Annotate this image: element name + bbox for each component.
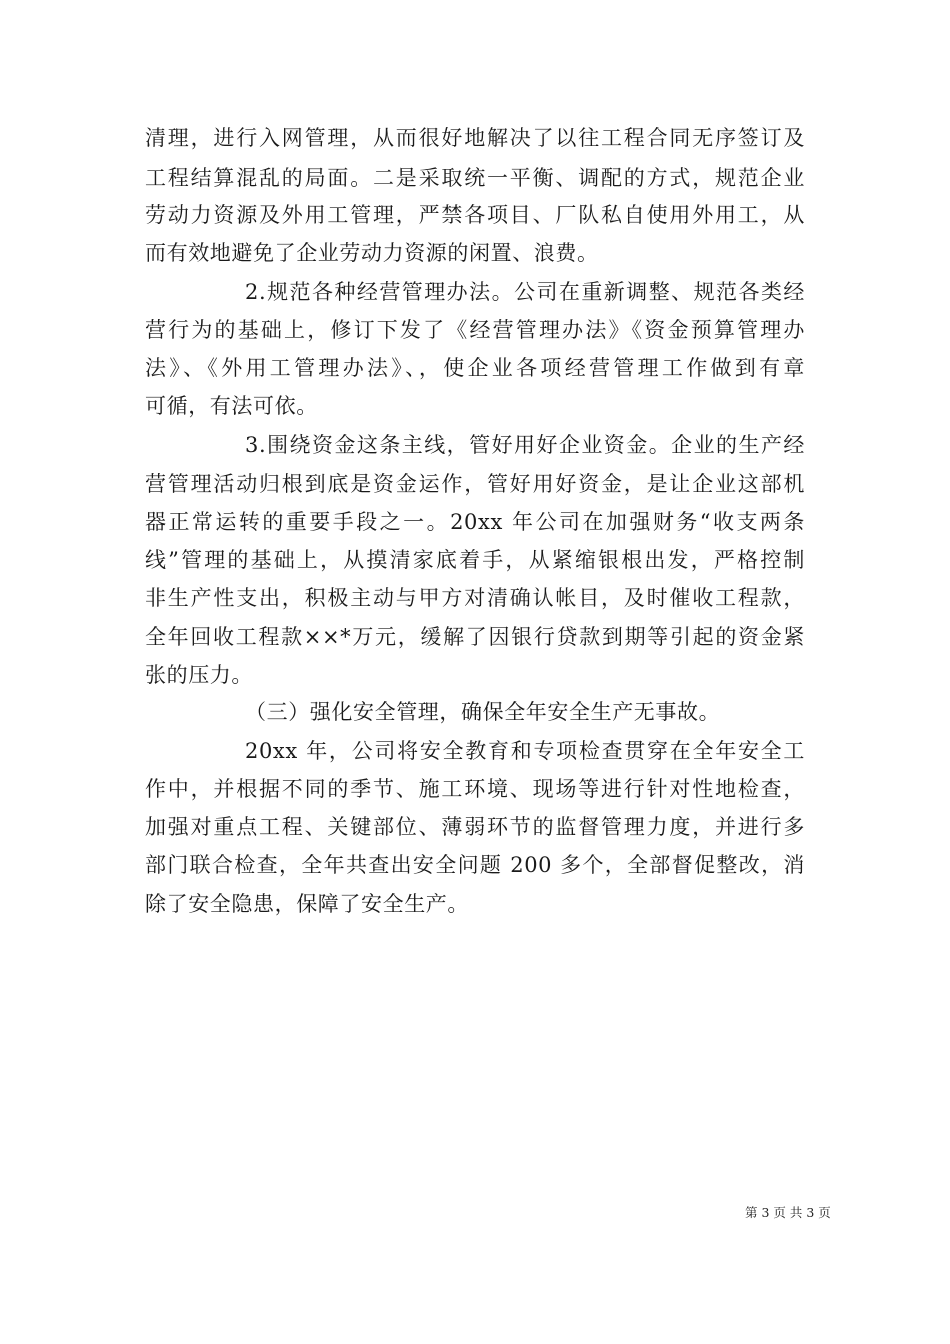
paragraph-4-first-line: 20xx 年，公司将安全教育和专项检查贯穿在全年安全工	[245, 739, 805, 763]
paragraph-3-first-line: 3.围绕资金这条主线，管好用好企业资金。企业的生产经	[245, 433, 805, 457]
text-line: 营行为的基础上，修订下发了《经营管理办法》《资金预算管理办	[145, 318, 805, 342]
text-line: 作中，并根据不同的季节、施工环境、现场等进行针对性地检查，	[145, 777, 805, 801]
text-line: 而有效地避免了企业劳动力资源的闲置、浪费。	[145, 241, 599, 265]
text-line: 劳动力资源及外用工管理，严禁各项目、厂队私自使用外用工，从	[145, 203, 805, 227]
text-line: 除了安全隐患，保障了安全生产。	[145, 892, 469, 916]
page-number: 第 3 页 共 3 页	[745, 1205, 831, 1220]
text-line: 清理，进行入网管理，从而很好地解决了以往工程合同无序签订及	[145, 126, 805, 150]
text-line: 张的压力。	[145, 663, 253, 687]
section-heading: （三）强化安全管理，确保全年安全生产无事故。	[245, 700, 721, 724]
text-line: 营管理活动归根到底是资金运作，管好用好资金，是让企业这部机	[145, 472, 805, 496]
text-line: 全年回收工程款××*万元，缓解了因银行贷款到期等引起的资金紧	[145, 625, 805, 649]
text-line: 可循，有法可依。	[145, 394, 318, 418]
text-line: 工程结算混乱的局面。二是采取统一平衡、调配的方式，规范企业	[145, 166, 805, 190]
text-line: 线”管理的基础上，从摸清家底着手，从紧缩银根出发，严格控制	[145, 548, 805, 572]
text-line: 器正常运转的重要手段之一。20xx 年公司在加强财务“收支两条	[145, 510, 805, 534]
paragraph-2-first-line: 2.规范各种经营管理办法。公司在重新调整、规范各类经	[245, 280, 805, 304]
text-line: 部门联合检查，全年共查出安全问题 200 多个，全部督促整改，消	[145, 853, 805, 877]
text-line: 法》、《外用工管理办法》、，使企业各项经营管理工作做到有章	[145, 356, 805, 380]
text-line: 加强对重点工程、关键部位、薄弱环节的监督管理力度，并进行多	[145, 815, 805, 839]
text-line: 非生产性支出，积极主动与甲方对清确认帐目，及时催收工程款，	[145, 586, 805, 610]
